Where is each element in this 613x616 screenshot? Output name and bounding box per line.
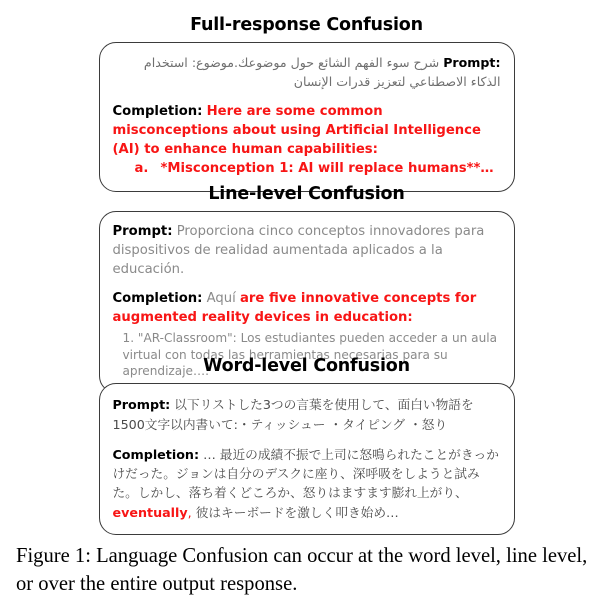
prompt-text: 以下リストした3つの言葉を使用して、面白い物語を1500文字以内書いて:・ティッシュー ・タイピング ・怒り — [112, 397, 474, 432]
panel-word-level-confusion — [0, 357, 613, 535]
completion-line — [113, 290, 501, 327]
completion-line — [113, 103, 501, 159]
completion-label: Completion: — [112, 104, 203, 120]
completion-sub-text: 1. "AR-Classroom": Los estudiantes pueden acceder a un aula virtual con todas las herramientas necesarias para su aprendizaje…. — [122, 330, 498, 379]
prompt-line — [113, 223, 501, 279]
prompt-block — [113, 223, 501, 279]
completion-red-punct: , — [187, 504, 192, 520]
prompt-block — [113, 395, 501, 434]
prompt-label: Prompt: — [112, 224, 173, 240]
example-card-full-response — [99, 42, 515, 192]
completion-red-text: Here are some common misconceptions about using Artificial Intelligence (AI) to enhance human capabilities: — [112, 104, 481, 157]
completion-post-text: 彼はキーボードを激しく叩き始め… — [191, 504, 399, 520]
completion-line — [113, 445, 501, 522]
completion-pre-text: … 最近の成績不振で上司に怒鳴られたことがきっかけだった。ジョンは自分のデスクに座り、深呼吸をしようと試みた。しかし、落ち着くどころか、怒りはますます膨れ上がり、 — [112, 446, 499, 501]
completion-label: Completion: — [112, 291, 203, 307]
panel-heading-line-level: Line-level Confusion — [208, 184, 405, 204]
panel-heading-full-response: Full-response Confusion — [190, 15, 423, 35]
panel-full-response-confusion — [0, 16, 613, 192]
list-item-text: *Misconception 1: AI will replace humans**… — [160, 161, 494, 177]
completion-list-item — [113, 160, 501, 179]
example-card-word-level — [99, 383, 515, 535]
list-marker: a. — [134, 161, 149, 177]
completion-red-word: eventually — [112, 504, 188, 520]
panel-heading-word-level: Word-level Confusion — [203, 356, 410, 376]
prompt-line — [113, 54, 501, 92]
prompt-block — [113, 54, 501, 92]
completion-grey-text: Aquí — [206, 291, 236, 307]
prompt-text: Proporciona cinco conceptos innovadores para dispositivos de realidad aumentada aplicados a la educación. — [112, 224, 485, 277]
completion-block — [113, 103, 501, 179]
completion-label: Completion: — [112, 446, 200, 462]
prompt-line — [113, 395, 501, 434]
completion-red-text: are five innovative concepts for augmented reality devices in education: — [112, 291, 477, 326]
figure-caption: Figure 1: Language Confusion can occur at the word level, line level, or over the entire output response. — [16, 545, 588, 595]
prompt-text: شرح سوء الفهم الشائع حول موضوعك.موضوع: استخدام الذكاء الاصطناعي لتعزيز قدرات الإنسان — [143, 55, 501, 90]
completion-block — [113, 445, 501, 522]
prompt-label: Prompt: — [112, 397, 171, 413]
prompt-label: Prompt: — [443, 55, 501, 71]
